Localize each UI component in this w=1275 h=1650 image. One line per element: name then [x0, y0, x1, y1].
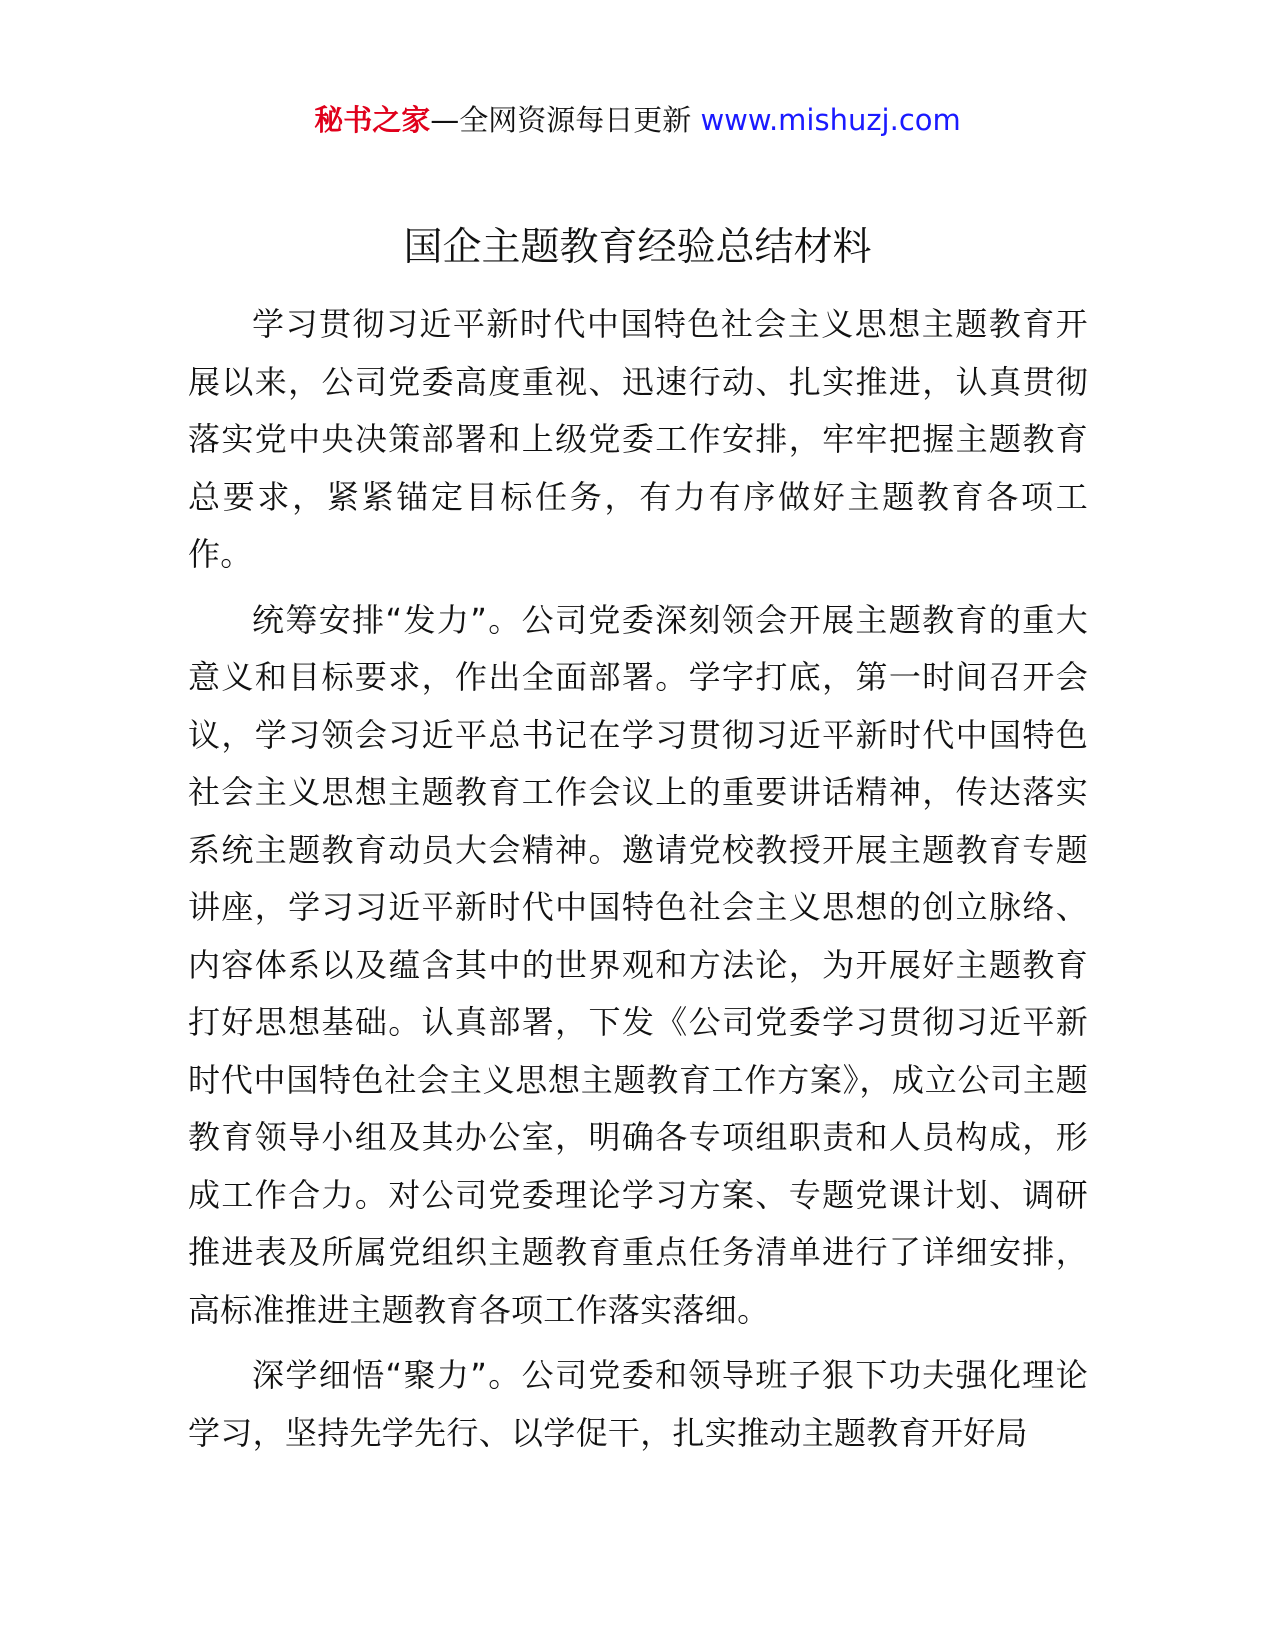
- brand-name: 秘书之家: [314, 103, 431, 137]
- header-tagline: —全网资源每日更新: [430, 103, 692, 137]
- document-body: [188, 296, 1088, 1470]
- document-title: 国企主题教育经验总结材料: [403, 225, 872, 270]
- paragraph-intro: 学习贯彻习近平新时代中国特色社会主义思想主题教育开展以来，公司党委高度重视、迅速行动、扎实推进，认真贯彻落实党中央决策部署和上级党委工作安排，牢牢把握主题教育总要求，紧紧锚定目标任务，有力有序做好主题教育各项工作。: [188, 305, 1088, 573]
- paragraph-planning: 统筹安排“发力”。公司党委深刻领会开展主题教育的重大意义和目标要求，作出全面部署。学字打底，第一时间召开会议，学习领会习近平总书记在学习贯彻习近平新时代中国特色社会主义思想主题教育工作会议上的重要讲话精神，传达落实系统主题教育动员大会精神。邀请党校教授开展主题教育专题讲座，学习习近平新时代中国特色社会主义思想的创立脉络、内容体系以及蕴含其中的世界观和方法论，为开展好主题教育打好思想基础。认真部署，下发《公司党委学习贯彻习近平新时代中国特色社会主义思想主题教育工作方案》，成立公司主题教育领导小组及其办公室，明确各专项组职责和人员构成，形成工作合力。对公司党委理论学习方案、专题党课计划、调研推进表及所属党组织主题教育重点任务清单进行了详细安排，高标准推进主题教育各项工作落实落细。: [188, 600, 1088, 1329]
- page-header: [0, 100, 1275, 140]
- paragraph-study: 深学细悟“聚力”。公司党委和领导班子狠下功夫强化理论学习，坚持先学先行、以学促干，扎实推动主题教育开好局: [188, 1356, 1088, 1452]
- site-url-link[interactable]: www.mishuzj.com: [700, 103, 961, 137]
